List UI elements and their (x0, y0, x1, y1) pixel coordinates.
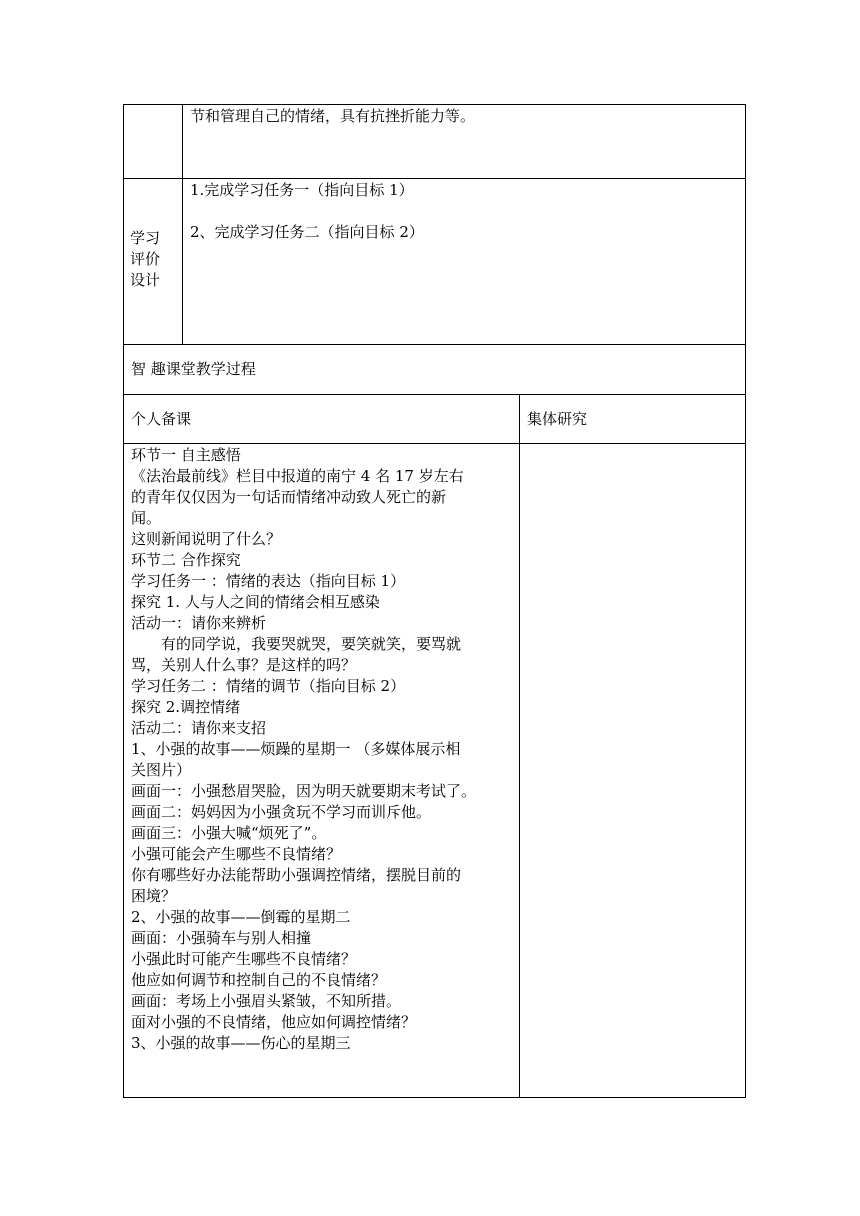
content-line: 关图片） (131, 761, 192, 779)
group-header: 集体研究 (527, 410, 588, 428)
content-line: 环节二 合作探究 (131, 551, 241, 569)
content-line: 这则新闻说明了什么？ (131, 530, 282, 548)
table-divider-3 (123, 394, 746, 395)
content-line: 活动二：请你来支招 (131, 719, 267, 737)
content-line: 的青年仅仅因为一句话而情绪冲动致人死亡的新 (131, 488, 447, 506)
evaluation-label-line: 学习 (130, 229, 161, 247)
content-line: 骂，关别人什么事？是这样的吗？ (131, 656, 357, 674)
process-title-cell (131, 359, 731, 380)
content-line: 闻。 (131, 509, 162, 527)
content-line: 困境？ (131, 887, 177, 905)
table-border-top (123, 104, 746, 105)
evaluation-label-line: 评价 (130, 250, 161, 268)
content-line: 学习任务一 ：情绪的表达（指向目标 1） (131, 572, 406, 590)
group-column-divider (519, 394, 520, 1098)
content-line: 学习任务二 ：情绪的调节（指向目标 2） (131, 677, 406, 695)
content-line: 探究 1. 人与人之间的情绪会相互感染 (131, 593, 380, 611)
lesson-content-cell (131, 445, 516, 1054)
content-line: 1、小强的故事——烦躁的星期一 （多媒体展示相 (131, 740, 461, 758)
content-line: 环节一 自主感悟 (131, 446, 241, 464)
personal-header: 个人备课 (131, 410, 192, 428)
content-line: 他应如何调节和控制自己的不良情绪？ (131, 971, 387, 989)
content-line: 小强可能会产生哪些不良情绪？ (131, 845, 342, 863)
evaluation-item: 2、完成学习任务二（指向目标 2） (190, 223, 424, 241)
process-title: 智 趣课堂教学过程 (131, 360, 256, 378)
personal-header-cell (131, 409, 511, 430)
evaluation-label-cell (130, 228, 176, 291)
content-line: 画面三：小强大喊“烦死了”。 (131, 824, 327, 842)
table-divider-2 (123, 344, 746, 345)
content-line: 有的同学说，我要哭就哭，要笑就笑，要骂就 (161, 635, 462, 653)
content-line: 你有哪些好办法能帮助小强调控情绪，摆脱目前的 (131, 866, 462, 884)
table-divider-4 (123, 443, 746, 444)
content-line: 《法治最前线》栏目中报道的南宁 4 名 17 岁左右 (131, 467, 464, 485)
content-line: 画面二：妈妈因为小强贪玩不学习而训斥他。 (131, 803, 432, 821)
table-border-right (745, 104, 746, 1098)
content-line: 画面一：小强愁眉哭脸，因为明天就要期末考试了。 (131, 782, 477, 800)
objective-continuation-cell (190, 106, 740, 127)
content-line: 3、小强的故事——伤心的星期三 (131, 1034, 351, 1052)
group-header-cell (527, 409, 737, 430)
table-divider-1 (123, 178, 746, 179)
content-line: 画面：小强骑车与别人相撞 (131, 929, 312, 947)
content-line: 2、小强的故事——倒霉的星期二 (131, 908, 351, 926)
evaluation-items-cell (190, 180, 740, 243)
label-column-divider (182, 104, 183, 345)
evaluation-item: 1.完成学习任务一（指向目标 1） (190, 181, 414, 199)
table-border-bottom (123, 1097, 746, 1098)
content-line: 探究 2.调控情绪 (131, 698, 241, 716)
objective-continuation-text: 节和管理自己的情绪，具有抗挫折能力等。 (190, 107, 476, 125)
table-border-left (123, 104, 124, 1098)
content-line: 面对小强的不良情绪，他应如何调控情绪？ (131, 1013, 417, 1031)
content-line: 活动一：请你来辨析 (131, 614, 267, 632)
content-line: 小强此时可能产生哪些不良情绪？ (131, 950, 357, 968)
content-line: 画面：考场上小强眉头紧皱，不知所措。 (131, 992, 402, 1010)
evaluation-label-line: 设计 (130, 271, 161, 289)
